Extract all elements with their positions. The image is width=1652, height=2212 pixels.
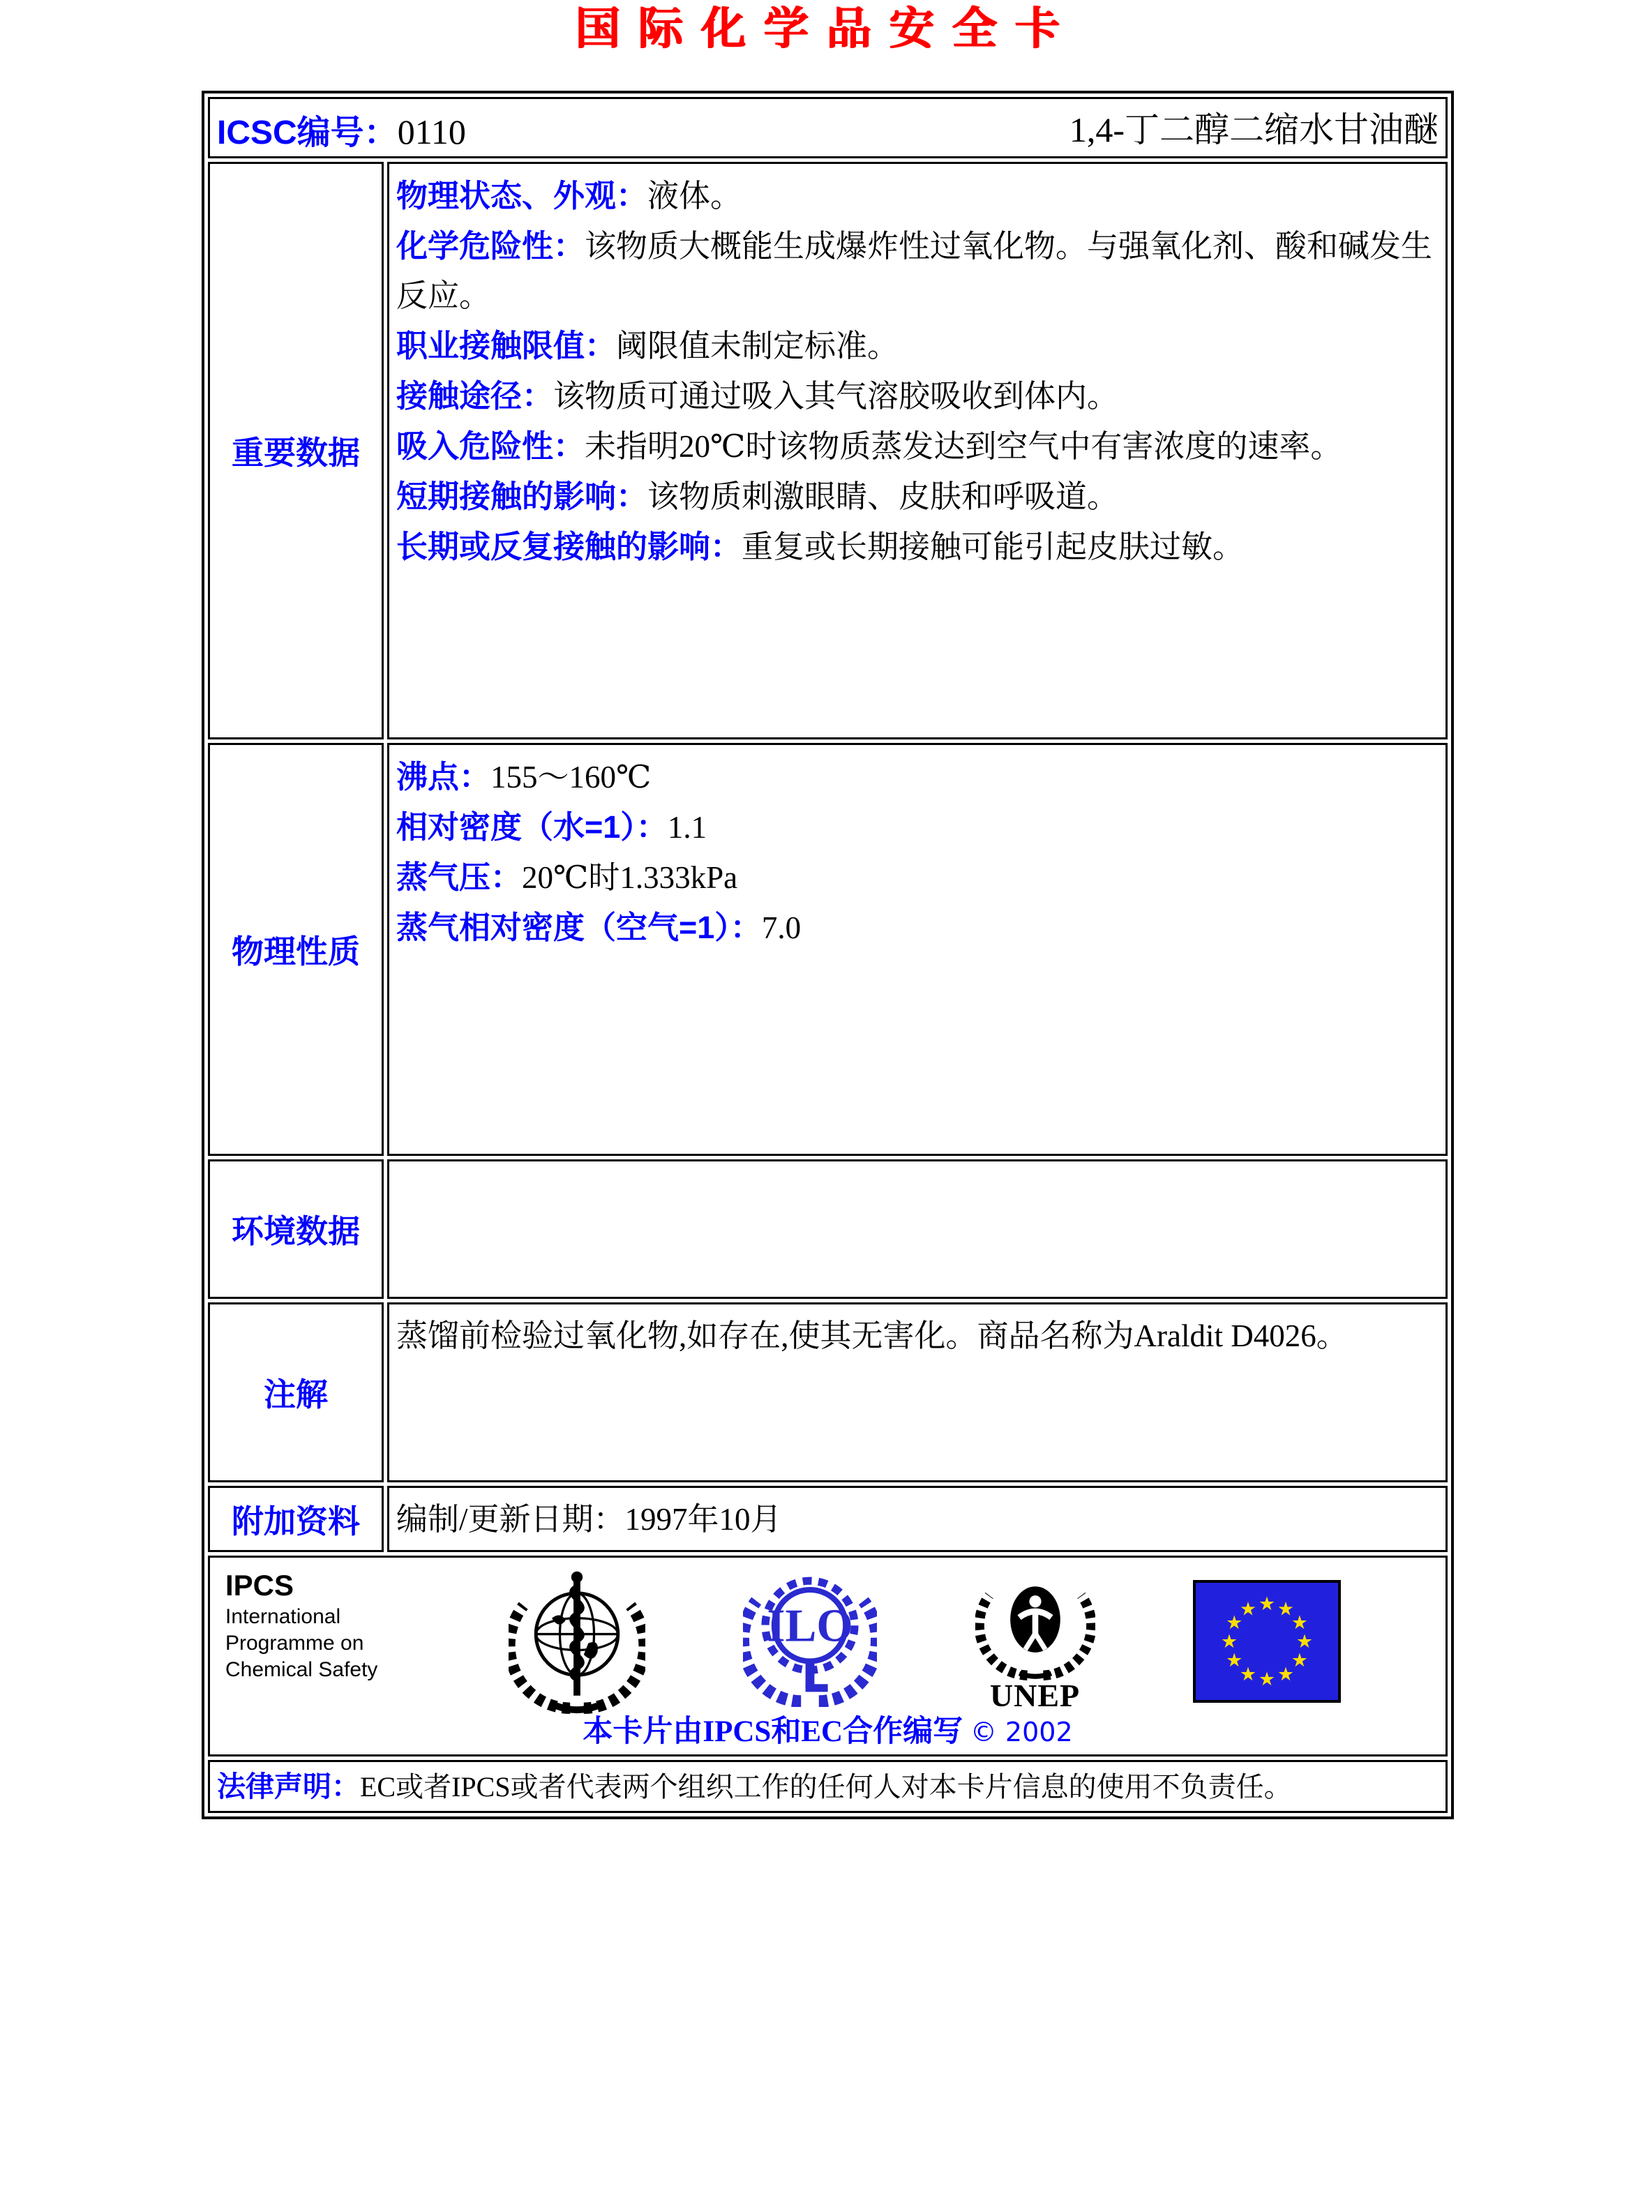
field-label: 短期接触的影响：: [396, 479, 648, 514]
eu-flag-icon: [1193, 1580, 1341, 1703]
data-line: [396, 371, 1437, 421]
row-additional-info: [208, 1486, 1448, 1552]
svg-text:★: ★: [1291, 1650, 1308, 1672]
data-line: [396, 171, 1437, 221]
svg-text:★: ★: [1277, 1664, 1295, 1685]
field-label: 职业接触限值：: [396, 328, 617, 363]
data-line: [396, 802, 1437, 852]
field-value: 阈限值未制定标准。: [616, 329, 899, 363]
section-content-important-data: [387, 162, 1448, 739]
row-environmental-data: [208, 1159, 1448, 1299]
svg-text:★: ★: [1239, 1664, 1257, 1685]
field-label: 蒸气压：: [396, 859, 523, 895]
data-line: [396, 752, 1437, 802]
ipcs-text-block: [225, 1567, 410, 1683]
data-line: [396, 472, 1437, 522]
legal-notice-text: EC或者IPCS或者代表两个组织工作的任何人对本卡片信息的使用不负责任。: [360, 1770, 1292, 1803]
svg-text:★: ★: [1258, 1669, 1276, 1691]
data-line: [396, 903, 1437, 953]
unep-logo-block: [975, 1567, 1095, 1711]
notes-text: 蒸馏前检验过氧化物,如存在,使其无害化。商品名称为Araldit D4026。: [396, 1318, 1348, 1353]
field-value: 该物质可通过吸入其气溶胶吸收到体内。: [553, 379, 1119, 414]
field-value: 1.1: [667, 810, 707, 845]
svg-text:★: ★: [1239, 1598, 1257, 1620]
field-value: 20℃时1.333kPa: [522, 860, 738, 895]
svg-text:★: ★: [1296, 1631, 1314, 1653]
field-value: 液体。: [647, 179, 742, 213]
field-label: 化学危险性：: [396, 228, 585, 264]
legal-notice-label: 法律声明：: [217, 1770, 360, 1803]
field-value: 重复或长期接触可能引起皮肤过敏。: [742, 529, 1245, 564]
section-content-additional-info: [387, 1486, 1448, 1552]
field-value: 该物质大概能生成爆炸性过氧化物。与强氧化剂、酸和碱发生反应。: [396, 229, 1433, 313]
section-label-environmental-data: 环境数据: [208, 1159, 384, 1299]
header-row: [208, 97, 1448, 158]
data-line: [396, 522, 1437, 572]
who-icon: [509, 1567, 645, 1717]
row-logos: [208, 1556, 1448, 1756]
data-line: [396, 421, 1437, 472]
icsc-document-page: [0, 4, 1652, 2212]
update-date-value: 1997年10月: [624, 1502, 782, 1537]
section-label-additional-info: 附加资料: [208, 1486, 384, 1552]
ilo-icon: [743, 1567, 877, 1707]
icsc-card-table: [202, 91, 1454, 1819]
data-line: [396, 852, 1437, 903]
section-label-important-data: 重要数据: [208, 162, 384, 739]
field-label: 接触途径：: [396, 378, 554, 414]
svg-text:★: ★: [1220, 1631, 1238, 1653]
field-value: 该物质刺激眼睛、皮肤和呼吸道。: [647, 479, 1119, 514]
field-label: 蒸气相对密度（空气=1）：: [396, 910, 762, 945]
svg-text:★: ★: [1258, 1593, 1276, 1616]
field-label: 长期或反复接触的影响：: [396, 529, 742, 564]
section-content-environmental-data: [387, 1159, 1448, 1299]
icsc-number-value: 0110: [397, 112, 466, 151]
page-title: 国际化学品安全卡: [575, 4, 1077, 54]
unep-icon: [975, 1567, 1095, 1680]
svg-text:★: ★: [1277, 1598, 1295, 1620]
cooperation-caption: [210, 1713, 1446, 1752]
chemical-name: 1,4-丁二醇二缩水甘油醚: [1069, 110, 1439, 149]
cooperation-text: 本卡片由IPCS和EC合作编写: [583, 1715, 963, 1748]
legal-cell: [208, 1760, 1448, 1813]
logos-cell: [208, 1556, 1448, 1756]
field-label: 沸点：: [396, 759, 491, 795]
row-physical-properties: [208, 743, 1448, 1156]
row-important-data: [208, 162, 1448, 739]
ilo-letters: ILO: [767, 1599, 853, 1652]
icsc-number-label: ICSC编号：: [217, 114, 398, 151]
field-label: 相对密度（水=1）：: [396, 809, 668, 845]
field-label: 物理状态、外观：: [396, 178, 648, 213]
row-legal-notice: [208, 1760, 1448, 1813]
data-line: [396, 321, 1437, 371]
svg-text:★: ★: [1226, 1612, 1243, 1634]
field-value: 7.0: [761, 910, 802, 945]
svg-text:★: ★: [1226, 1650, 1243, 1672]
section-label-physical-properties: 物理性质: [208, 743, 384, 1156]
ipcs-title: IPCS: [225, 1569, 294, 1602]
svg-text:★: ★: [1291, 1612, 1308, 1634]
field-value: 155～160℃: [490, 760, 652, 795]
header-cell: [208, 97, 1448, 158]
ipcs-subtitle-line: Chemical Safety: [225, 1658, 378, 1681]
copyright-text: © 2002: [970, 1717, 1073, 1747]
field-value: 未指明20℃时该物质蒸发达到空气中有害浓度的速率。: [585, 429, 1342, 464]
unep-word: UNEP: [989, 1678, 1081, 1713]
field-label: 吸入危险性：: [396, 428, 585, 464]
update-date-label: 编制/更新日期：: [396, 1502, 625, 1537]
section-label-notes: 注解: [208, 1302, 384, 1482]
section-content-notes: [387, 1302, 1448, 1482]
ipcs-subtitle-line: International: [225, 1605, 341, 1628]
section-content-physical-properties: [387, 743, 1448, 1156]
ipcs-subtitle-line: Programme on: [225, 1632, 364, 1655]
row-notes: [208, 1302, 1448, 1482]
data-line: [396, 221, 1437, 321]
